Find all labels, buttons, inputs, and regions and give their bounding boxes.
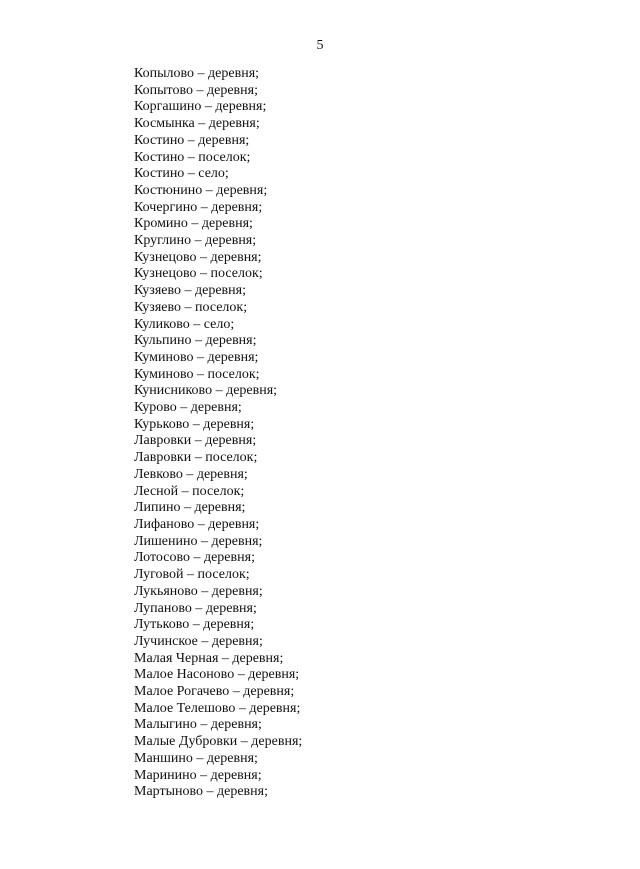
list-item: Лишенино – деревня;: [134, 533, 263, 549]
list-item: Маринино – деревня;: [134, 767, 262, 783]
list-item: Малое Насоново – деревня;: [134, 667, 300, 683]
list-item: Лотосово – деревня;: [134, 550, 255, 566]
list-item: Копылово – деревня;: [134, 66, 260, 81]
list-item: Малая Черная – деревня;: [134, 650, 284, 666]
list-item: Костино – село;: [134, 166, 229, 182]
list-item: Лавровки – деревня;: [134, 433, 257, 449]
list-item: Костюнино – деревня;: [134, 182, 268, 198]
list-item: Кузяево – деревня;: [134, 283, 246, 299]
list-item: Курьково – деревня;: [134, 416, 255, 432]
list-item: Курово – деревня;: [134, 400, 242, 416]
list-item: Лутьково – деревня;: [134, 617, 255, 633]
list-item: Лучинское – деревня;: [134, 633, 263, 649]
list-item: Кромино – деревня;: [134, 216, 253, 232]
list-item: Мартыново – деревня;: [134, 784, 268, 800]
list-item: Кульпино – деревня;: [134, 333, 257, 349]
list-item: Малое Телешово – деревня;: [134, 700, 301, 716]
list-item: Маншино – деревня;: [134, 750, 258, 766]
list-item: Копытово – деревня;: [134, 82, 258, 98]
list-item: Лифаново – деревня;: [134, 516, 260, 532]
list-item: Круглино – деревня;: [134, 233, 257, 249]
list-item: Левково – деревня;: [134, 466, 248, 482]
settlement-list: [134, 66, 302, 801]
list-item: Лукьяново – деревня;: [134, 583, 263, 599]
list-item: Кочергино – деревня;: [134, 199, 263, 215]
list-item: Коргашино – деревня;: [134, 99, 267, 115]
list-item: Космынка – деревня;: [134, 116, 260, 132]
list-item: Кунисниково – деревня;: [134, 383, 278, 399]
list-item: Малые Дубровки – деревня;: [134, 734, 303, 750]
list-item: Малыгино – деревня;: [134, 717, 262, 733]
list-item: Костино – поселок;: [134, 149, 251, 165]
list-item: Куминово – поселок;: [134, 366, 260, 382]
list-item: Луговой – поселок;: [134, 567, 250, 583]
page-number: 5: [316, 38, 324, 53]
list-item: Малое Рогачево – деревня;: [134, 684, 295, 700]
list-item: Кузнецово – поселок;: [134, 266, 263, 282]
list-item: Костино – деревня;: [134, 132, 250, 148]
list-item: Липино – деревня;: [134, 500, 246, 516]
list-item: Куминово – деревня;: [134, 349, 259, 365]
list-item: Лесной – поселок;: [134, 483, 245, 499]
list-item: Кузяево – поселок;: [134, 299, 248, 315]
list-item: Куликово – село;: [134, 316, 235, 332]
list-item: Лавровки – поселок;: [134, 450, 258, 466]
list-item: Лупаново – деревня;: [134, 600, 257, 616]
list-item: Кузнецово – деревня;: [134, 249, 262, 265]
